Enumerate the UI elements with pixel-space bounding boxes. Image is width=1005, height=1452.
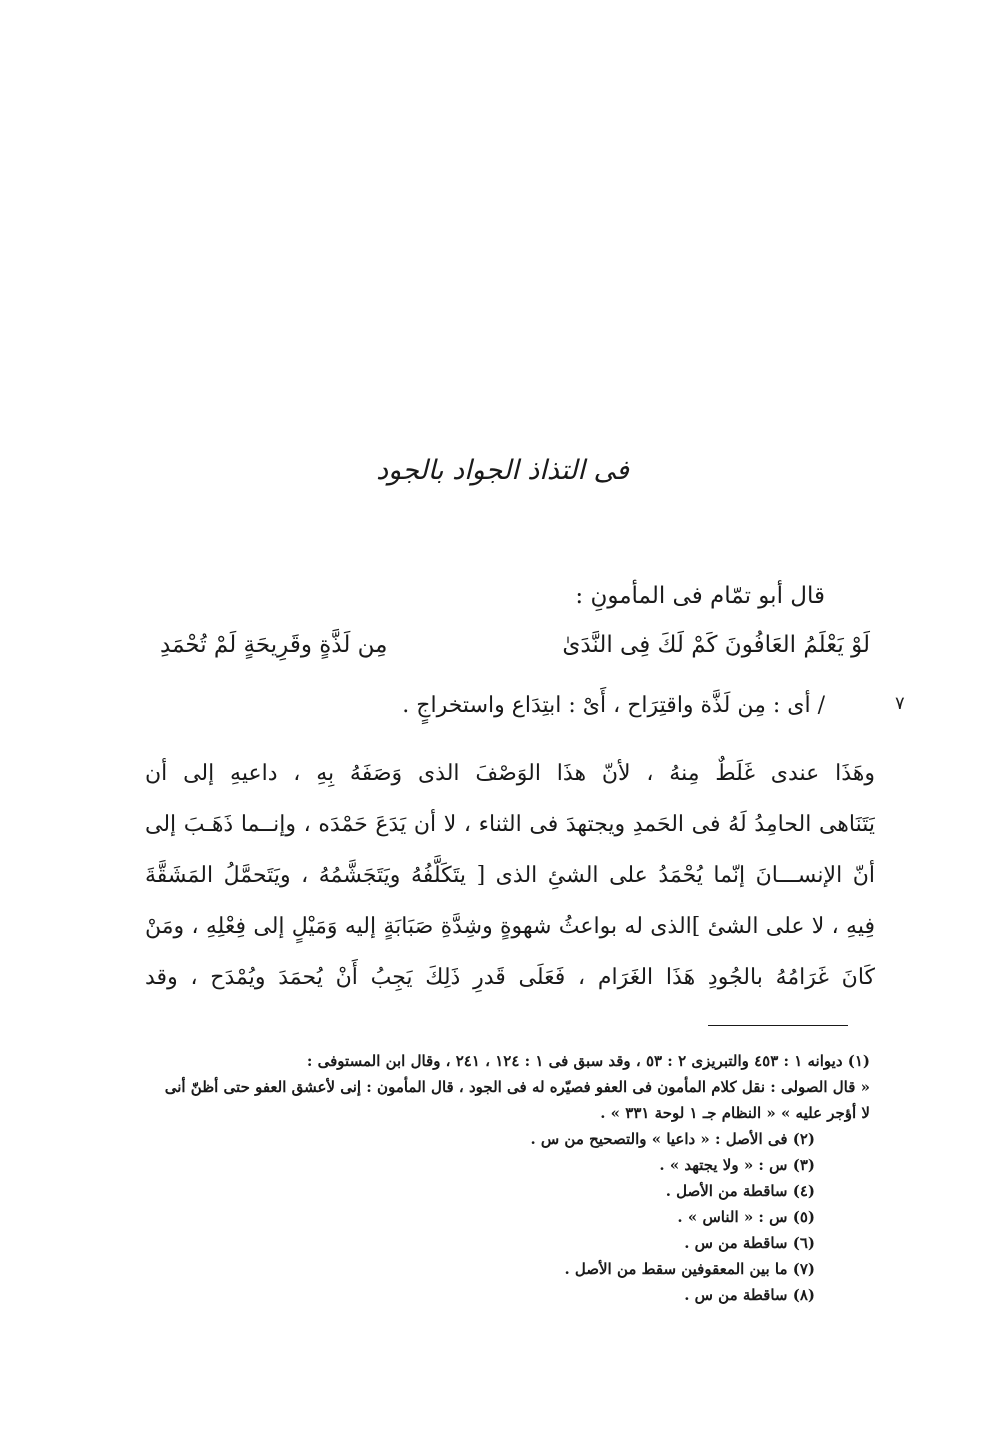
body-line: يَتَنَاهى الحامِدُ لَهُ فى الحَمدِ ويجتهدَ فى الثناء ، لا أن يَدَعَ حَمْدَه ، وإنــما ذَهَـبَ إلى [145, 812, 875, 837]
poem-verse [160, 632, 870, 672]
footnotes [140, 1048, 870, 1308]
footnote-1 [140, 1048, 870, 1126]
footnote-line: لا أؤجر عليه » « النظام جـ ١ لوحة ٣٣١ » . [600, 1104, 870, 1122]
body-paragraph [145, 748, 875, 1003]
footnote-item: (٣) س : « ولا يجتهد » . [659, 1156, 815, 1174]
body-line: فِيهِ ، لا على الشئ ]الذى له بواعثُ شهوةٍ وشِدَّةِ صَبَابَةٍ إليه وَمَيْلٍ إلى فِعْلِهِ ، ومَنْ [145, 914, 875, 939]
verse-second-hemistich: مِن لَذَّةٍ وقَرِيحَةٍ لَمْ تُحْمَدِ [160, 632, 388, 658]
verse-introduction: قال أبو تمّام فى المأمونِ : [575, 583, 825, 609]
footnote-item: (٨) ساقطة من س . [684, 1286, 815, 1304]
footnote-line: « قال الصولى : نقل كلام المأمون فى العفو فصيّره له فى الجود ، قال المأمون : إنى لأعشق العفو حتى أظنّ أنى [164, 1078, 870, 1096]
body-line: أنّ الإنســـانَ إنّما يُحْمَدُ على الشئِ الذى [ يتَكَلَّفُهُ ويَتَجَشَّمُهُ ، ويَتَحمَّلُ المَشَقَّةَ [145, 863, 875, 888]
footnote-item: (٢) فى الأصل : « داعيا » والتصحيح من س . [530, 1130, 815, 1148]
footnote-item: (٥) س : « الناس » . [677, 1208, 815, 1226]
footnote-item: (٦) ساقطة من س . [684, 1234, 815, 1252]
footnote-line: (١) ديوانه ١ : ٤٥٣ والتبريزى ٢ : ٥٣ ، وقد سبق فى ١ : ١٢٤ ، ٢٤١ ، وقال ابن المستوفى : [306, 1052, 870, 1070]
verse-first-hemistich: لَوْ يَعْلَمُ العَافُونَ كَمْ لَكَ فِى النَّدَىٰ [562, 632, 870, 658]
body-line: كَانَ غَرَامُهُ بالجُودِ هَذَا الغَرَام ، فَعَلَى قَدرِ ذَلِكَ يَجِبُ أَنْ يُحمَدَ ويُمْدَح ، وقد [145, 965, 875, 990]
footnote-item: (٤) ساقطة من الأصل . [665, 1182, 815, 1200]
footnote-item: (٧) ما بين المعقوفين سقط من الأصل . [564, 1260, 815, 1278]
verse-gloss: / أى : مِن لَذَّة واقتِرَاح ، أَىْ : ابتِدَاع واستخراجٍ . [402, 693, 825, 718]
footnote-separator [708, 1025, 848, 1026]
body-line: وهَذَا عندى غَلَطٌ مِنهُ ، لأنّ هذَا الوَصْفَ الذى وَصَفَهُ بِهِ ، داعيهِ إلى أن [145, 761, 875, 786]
margin-page-number: ٧ [895, 693, 905, 714]
section-heading: فى التذاذ الجواد بالجود [376, 455, 629, 486]
